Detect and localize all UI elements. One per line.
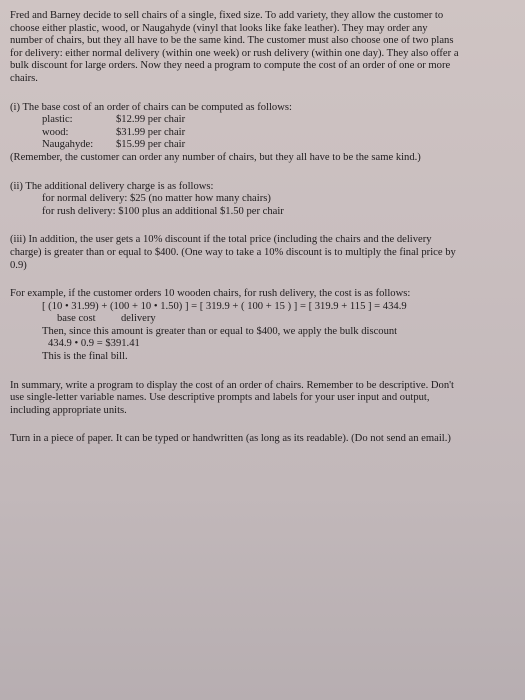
intro-line: number of chairs, but they all have to be the same kind. The customer must also choose one of two plans bbox=[10, 35, 454, 47]
example-calc: 434.9 • 0.9 = $391.41 bbox=[48, 338, 140, 350]
example-section bbox=[10, 288, 511, 364]
example-formula: [ (10 • 31.99) + (100 + 10 • 1.50) ] = [ 319.9 + ( 100 + 15 ) ] = [ 319.9 + 115 ] = 434.9 bbox=[42, 300, 407, 312]
base-cost-note: (Remember, the customer can order any number of chairs, but they all have to be the same kind.) bbox=[10, 151, 421, 163]
material-label: wood: bbox=[42, 126, 69, 138]
example-final: This is the final bill. bbox=[42, 351, 128, 363]
summary-line: In summary, write a program to display the cost of an order of chairs. Remember to be descriptive. Don't bbox=[10, 379, 454, 391]
summary-section bbox=[10, 380, 511, 418]
material-price: $31.99 per chair bbox=[116, 126, 186, 138]
intro-paragraph bbox=[10, 10, 511, 86]
material-label: Naugahyde: bbox=[42, 139, 94, 151]
formula-labels bbox=[10, 313, 511, 326]
delivery-line: for normal delivery: $25 (no matter how many chairs) bbox=[42, 193, 271, 205]
material-price: $12.99 per chair bbox=[116, 114, 186, 126]
price-row-wood bbox=[10, 127, 511, 140]
intro-line: choose either plastic, wood, or Naugahyde (vinyl that looks like fake leather). They may order any bbox=[10, 22, 428, 34]
material-price: $15.99 per chair bbox=[116, 139, 186, 151]
intro-line: Fred and Barney decide to sell chairs of a single, fixed size. To add variety, they allow the customer to bbox=[10, 10, 444, 21]
material-label: plastic: bbox=[42, 114, 73, 126]
delivery-heading: (ii) The additional delivery charge is as follows: bbox=[10, 180, 214, 192]
price-row-naugahyde bbox=[10, 139, 511, 152]
discount-line: 0.9) bbox=[10, 259, 27, 271]
delivery-label: delivery bbox=[121, 313, 156, 325]
intro-line: chairs. bbox=[10, 72, 38, 84]
base-cost-section bbox=[10, 102, 511, 165]
price-row-plastic bbox=[10, 114, 511, 127]
discount-line: charge) is greater than or equal to $400. (One way to take a 10% discount is to multiply the final price by bbox=[10, 246, 456, 258]
discount-line: (iii) In addition, the user gets a 10% discount if the total price (including the chairs and the delivery bbox=[10, 234, 432, 246]
example-intro: For example, if the customer orders 10 wooden chairs, for rush delivery, the cost is as follows: bbox=[10, 288, 411, 300]
summary-line: use single-letter variable names. Use descriptive prompts and labels for your user input and output, bbox=[10, 392, 430, 404]
base-cost-label: base cost bbox=[57, 313, 96, 325]
intro-line: bulk discount for large orders. Now they need a program to compute the cost of an order of one or more bbox=[10, 60, 451, 72]
turn-in-instruction: Turn in a piece of paper. It can be typed or handwritten (as long as its readable). (Do not send an email.) bbox=[10, 433, 451, 445]
delivery-section bbox=[10, 181, 511, 219]
example-then: Then, since this amount is greater than or equal to $400, we apply the bulk discount bbox=[42, 325, 398, 337]
summary-line: including appropriate units. bbox=[10, 404, 127, 416]
base-cost-heading: (i) The base cost of an order of chairs can be computed as follows: bbox=[10, 101, 292, 113]
delivery-line: for rush delivery: $100 plus an additional $1.50 per chair bbox=[42, 205, 284, 217]
intro-line: for delivery: either normal delivery (within one week) or rush delivery (within one day). They also offer a bbox=[10, 47, 459, 59]
discount-section bbox=[10, 234, 511, 272]
